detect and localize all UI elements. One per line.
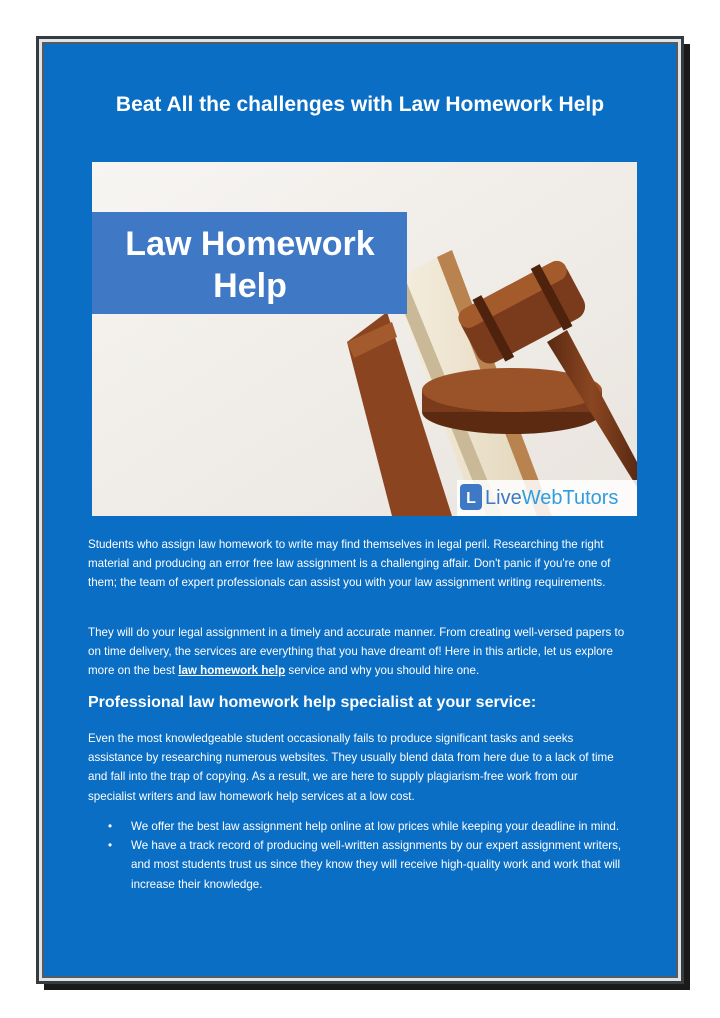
hero-illustration [92, 162, 637, 516]
list-item-text: We have a track record of producing well-written assignments by our expert assignment writers, and most students trust us since they know they will receive high-quality work and work that will increase their knowledge. [131, 839, 622, 891]
section-heading: Professional law homework help specialist at your service: [88, 694, 537, 711]
second-paragraph-text: They will do your legal assignment in a timely and accurate manner. From creating well-versed papers to on time delivery, the services are everything that you have dreamt of! Here in this article, let us explore more on the best [88, 626, 625, 678]
logo-letter: L [466, 490, 476, 507]
second-paragraph-tail: service and why you should hire one. [285, 664, 480, 678]
logo-text [485, 487, 618, 509]
hero-image [92, 162, 637, 516]
section-paragraph: Even the most knowledgeable student occasionally fails to produce significant tasks and seeks assistance by researching numerous websites. They usually blend data from here due to a lack of time and fall into the trap of copying. As a result, we are here to supply plagiarism-free work from our specialist writers and law homework help services at a low cost. [88, 732, 614, 803]
brand-logo [457, 480, 637, 516]
banner-line1: Law Homework [125, 225, 375, 263]
law-homework-help-link[interactable]: law homework help [178, 664, 286, 678]
list-item-text: We offer the best law assignment help online at low prices while keeping your deadline in mind. [131, 820, 620, 833]
banner-line2: Help [213, 267, 287, 305]
bullet-icon: • [108, 839, 113, 853]
logo-text-live: Live [485, 487, 522, 509]
list-item [88, 817, 628, 836]
intro-paragraph: Students who assign law homework to write may find themselves in legal peril. Researching the right material and producing an error free law assignment is a challenging affair. Don't panic if you're one of them; the team of expert professionals can assist you with your law assignment writing requirements. [88, 538, 611, 590]
second-paragraph [88, 623, 628, 681]
list-item [88, 836, 628, 894]
benefits-list [88, 817, 628, 894]
bullet-icon: • [108, 820, 113, 833]
logo-text-webtutors: WebTutors [521, 487, 619, 509]
document-title: Beat All the challenges with Law Homework Help [115, 93, 605, 116]
